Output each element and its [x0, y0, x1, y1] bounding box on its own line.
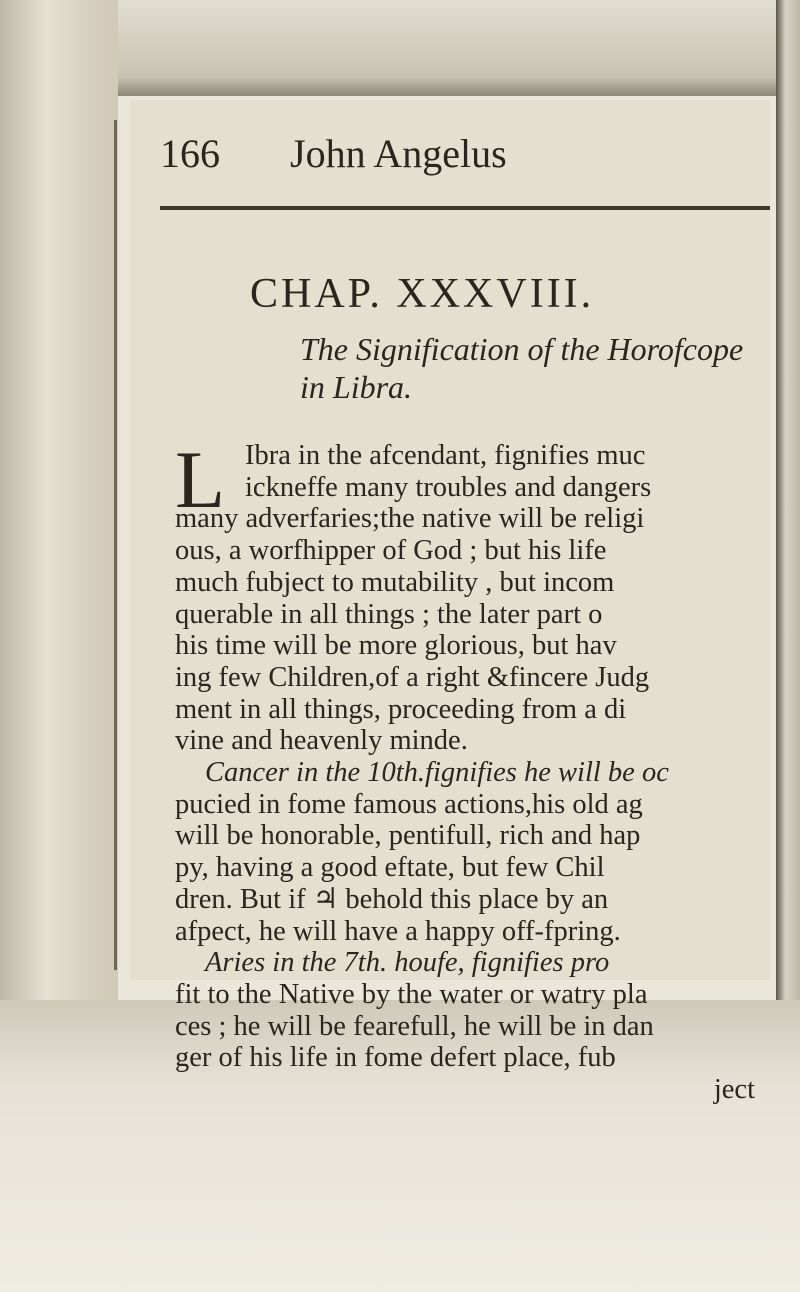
header-rule — [160, 206, 770, 210]
catchword: ject — [713, 1074, 755, 1106]
subtitle-line-2: in Libra. — [300, 369, 413, 405]
text-line: ickneffe many troubles and dangers — [245, 471, 652, 503]
running-head: John Angelus — [290, 131, 507, 176]
text-line: Ibra in the afcendant, fignifies muc — [245, 440, 646, 471]
text-line: many adverfaries;the native will be religi — [175, 503, 645, 535]
page-header — [160, 130, 760, 190]
top-margin — [0, 0, 800, 96]
drop-cap: L — [175, 434, 226, 525]
text-line: much fubject to mutability , but incom — [175, 566, 615, 598]
text-line: ment in all things, proceeding from a di — [175, 693, 627, 725]
text-line: ous, a worfhipper of God ; but his life — [175, 535, 607, 567]
text-line: vine and heavenly minde. — [175, 725, 468, 757]
body-text — [175, 434, 775, 1106]
chapter-title: CHAP. XXXVIII. — [250, 271, 595, 317]
chapter-subtitle — [300, 330, 760, 406]
subtitle-line-1: The Signification of the Horofcope — [300, 331, 744, 367]
text-line: fit to the Native by the water or watry pla — [175, 978, 648, 1010]
text-line: ces ; he will be fearefull, he will be in dan — [175, 1010, 654, 1042]
text-line: will be honorable, pentifull, rich and hap — [175, 820, 641, 852]
text-line: querable in all things ; the later part o — [175, 598, 603, 630]
text-line: Aries in the 7th. houfe, fignifies pro — [205, 947, 610, 979]
text-line: pucied in fome famous actions,his old ag — [175, 788, 643, 820]
gutter-line — [114, 120, 117, 970]
text-line: his time will be more glorious, but hav — [175, 630, 617, 662]
text-line: afpect, he will have a happy off-fpring. — [175, 915, 621, 947]
text-line: ing few Children,of a right &fincere Judg — [175, 661, 650, 693]
page-number: 166 — [160, 131, 220, 176]
text-line: py, having a good eftate, but few Chil — [175, 852, 605, 884]
text-line: ger of his life in fome defert place, fub — [175, 1042, 616, 1074]
text-line: Cancer in the 10th.fignifies he will be oc — [205, 757, 669, 789]
text-line: dren. But if ♃ behold this place by an — [175, 883, 609, 915]
